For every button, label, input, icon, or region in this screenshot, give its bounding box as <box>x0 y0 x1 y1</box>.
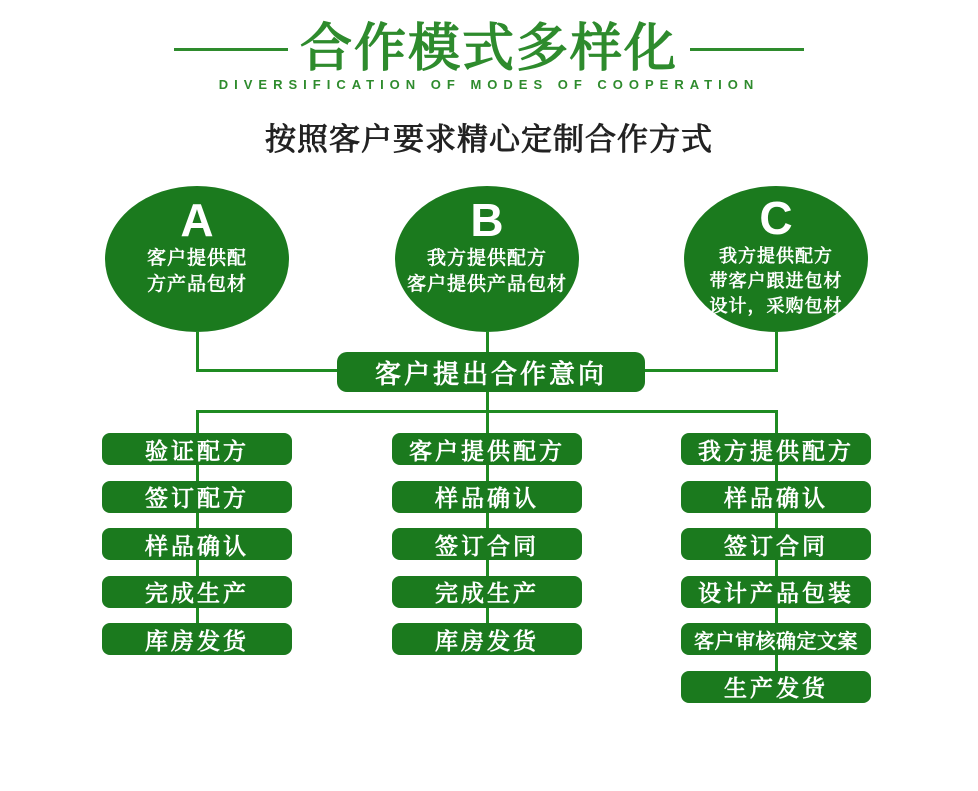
connector-stem-b <box>486 331 489 353</box>
flow-step: 完成生产 <box>102 576 292 608</box>
mode-letter: B <box>470 194 504 246</box>
mode-ellipse-b <box>395 186 579 332</box>
flow-step: 客户审核确定文案 <box>681 623 871 655</box>
mode-text-line: 我方提供配方 <box>426 248 547 269</box>
flow-step: 我方提供配方 <box>681 433 871 465</box>
title-left-dash <box>174 48 288 51</box>
mode-text-line: 我方提供配方 <box>719 246 833 266</box>
connector-stem-a <box>196 331 199 372</box>
mode-ellipse-c <box>684 186 868 332</box>
flow-step: 签订配方 <box>102 481 292 513</box>
mode-text-line: 带客户跟进包材 <box>709 271 843 291</box>
connector-stem-c <box>775 331 778 372</box>
flow-step: 客户提供配方 <box>392 433 582 465</box>
flow-step: 完成生产 <box>392 576 582 608</box>
flow-column-b <box>392 433 582 723</box>
mode-letter: C <box>759 192 793 244</box>
connector-elbow-c <box>645 369 778 372</box>
flow-step: 签订合同 <box>392 528 582 560</box>
connector-center-drop <box>486 392 489 412</box>
flow-step: 设计产品包装 <box>681 576 871 608</box>
mode-description <box>684 244 868 319</box>
flow-step: 库房发货 <box>102 623 292 655</box>
flow-step: 生产发货 <box>681 671 871 703</box>
intent-box: 客户提出合作意向 <box>337 352 645 392</box>
mode-ellipse-a <box>105 186 289 332</box>
flow-step: 库房发货 <box>392 623 582 655</box>
flow-column-a <box>102 433 292 723</box>
mode-text-line: 客户提供配 <box>146 248 247 269</box>
mode-text-line: 客户提供产品包材 <box>406 274 567 295</box>
flow-column-c <box>681 433 871 723</box>
flow-step: 验证配方 <box>102 433 292 465</box>
title-row <box>0 22 978 77</box>
subtitle-english: DIVERSIFICATION OF MODES OF COOPERATION <box>218 77 760 92</box>
title-right-dash <box>690 48 804 51</box>
flow-step: 样品确认 <box>102 528 292 560</box>
mode-letter: A <box>180 194 214 246</box>
flow-step: 签订合同 <box>681 528 871 560</box>
flow-step: 样品确认 <box>392 481 582 513</box>
mode-text-line: 设计，采购包材 <box>709 296 843 316</box>
tagline: 按照客户要求精心定制合作方式 <box>265 122 713 157</box>
mode-description <box>395 246 579 298</box>
mode-text-line: 方产品包材 <box>146 274 247 295</box>
flow-step: 样品确认 <box>681 481 871 513</box>
page-title: 合作模式多样化 <box>299 20 678 78</box>
connector-elbow-a <box>196 369 338 372</box>
mode-description <box>105 246 289 298</box>
